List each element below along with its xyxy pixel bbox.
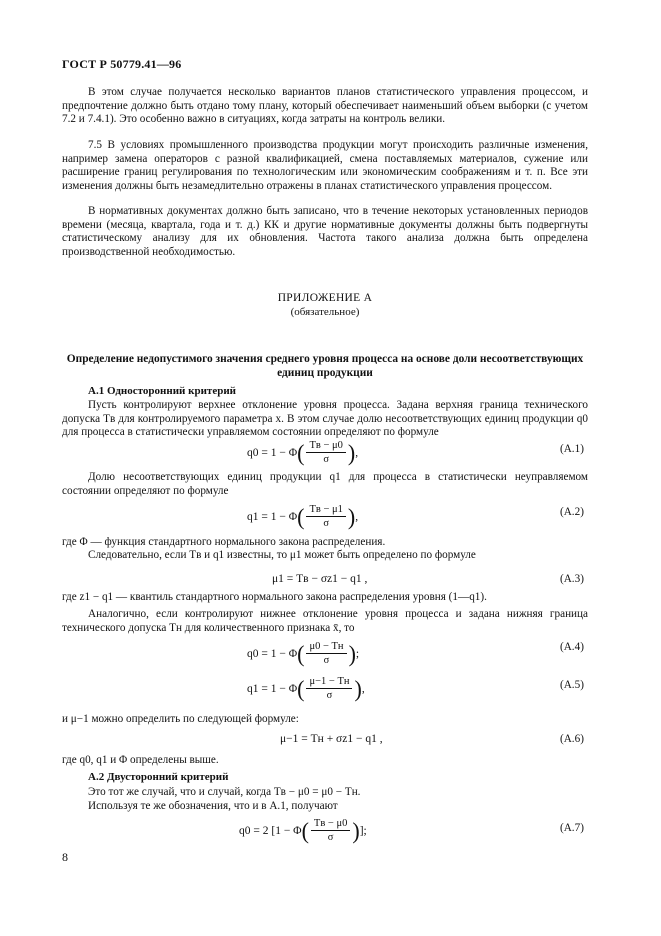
document-header: ГОСТ Р 50779.41—96	[62, 57, 182, 71]
appendix-title: ПРИЛОЖЕНИЕ А	[277, 292, 373, 304]
formula-a2-denominator: σ	[323, 518, 330, 529]
equation-number-a1: (А.1)	[560, 443, 584, 455]
formula-a5-fraction	[306, 676, 352, 701]
formula-a1-close-paren: )	[347, 438, 356, 466]
formula-a1-denominator: σ	[323, 454, 330, 465]
formula-a1-fraction	[306, 440, 345, 465]
paragraph-plans: В этом случае получается несколько вариантов планов статистического управления процессом, и предпочтение должно быть отдано тому плану, который обеспечивает наименьший объем выборки (с учетом 7.2 и 7.4.1). Это особенно важно в ситуациях, когда затраты на контроль велики.	[62, 86, 588, 126]
formula-a5	[247, 676, 365, 701]
formula-a4-close-paren: )	[348, 639, 356, 667]
formula-a2-tail: ,	[355, 510, 359, 523]
a1-paragraph-1: Пусть контролируют верхнее отклонение уровня процесса. Задана верхняя граница технического допуска Tв для контролируемого параметра x. В этом случае долю несоответствующих единиц продукции q0 для процесса в статистически управляемом состоянии определяют по формуле	[62, 399, 588, 439]
equation-number-a6: (А.6)	[560, 733, 584, 745]
a1-paragraph-3: Следовательно, если Tв и q1 известны, то μ1 может быть определено по формуле	[88, 549, 476, 561]
equation-number-a5: (А.5)	[560, 679, 584, 691]
a1-paragraph-2: Долю несоответствующих единиц продукции q1 для процесса в статистически неуправляемом состоянии определяют по формуле	[62, 471, 588, 497]
equation-number-a4: (А.4)	[560, 641, 584, 653]
formula-a7-lhs: q0 = 2 [1 − Φ	[239, 824, 302, 837]
formula-a7-denominator: σ	[327, 832, 334, 843]
formula-a2	[247, 504, 358, 529]
a1-paragraph-5: и μ−1 можно определить по следующей формуле:	[62, 713, 299, 725]
formula-a7	[239, 818, 367, 843]
formula-a6	[280, 733, 383, 745]
formula-a7-close-paren: )	[352, 816, 360, 844]
a1-paragraph-4: Аналогично, если контролируют нижнее отклонение уровня процесса и задана нижняя граница технического допуска Tн для количественного признака x̄, то	[62, 608, 588, 634]
a2-paragraph-1: Это тот же случай, что и случай, когда Tв − μ0 = μ0 − Tн.	[88, 786, 361, 798]
formula-a4-tail: ;	[355, 647, 360, 660]
formula-a7-fraction	[311, 818, 350, 843]
a1-where-z: где z1 − q1 — квантиль стандартного нормального закона распределения уровня (1—q1).	[62, 591, 487, 603]
formula-a5-tail: ,	[361, 682, 365, 695]
formula-a2-close-paren: )	[347, 502, 356, 530]
formula-a7-open-paren: (	[301, 816, 309, 844]
a2-heading: А.2 Двусторонний критерий	[88, 771, 229, 783]
formula-a4-open-paren: (	[297, 639, 305, 667]
formula-a2-open-paren: (	[297, 502, 305, 530]
formula-a3-expr: μ1 = Tв − σz1 − q1 ,	[272, 573, 368, 585]
formula-a7-tail: ];	[359, 824, 367, 837]
equation-number-a7: (А.7)	[560, 822, 584, 834]
formula-a5-numerator: μ−1 − Tн	[306, 676, 352, 689]
formula-a5-lhs: q1 = 1 − Φ	[247, 682, 298, 695]
formula-a1-lhs: q0 = 1 − Φ	[247, 446, 298, 459]
formula-a1-tail: ,	[355, 446, 359, 459]
formula-a5-denominator: σ	[326, 690, 333, 701]
formula-a3	[272, 573, 367, 585]
formula-a4	[247, 641, 359, 666]
formula-a6-expr: μ−1 = Tн + σz1 − q1 ,	[280, 733, 383, 745]
a2-paragraph-2: Используя те же обозначения, что и в А.1, получают	[88, 800, 338, 812]
formula-a4-denominator: σ	[323, 655, 330, 666]
formula-a7-numerator: Tв − μ0	[311, 818, 350, 831]
formula-a2-lhs: q1 = 1 − Φ	[247, 510, 298, 523]
formula-a4-lhs: q0 = 1 − Φ	[247, 647, 298, 660]
formula-a5-open-paren: (	[297, 674, 305, 702]
a1-where-phi: где Φ — функция стандартного нормального закона распределения.	[62, 536, 386, 548]
a1-heading: А.1 Односторонний критерий	[88, 385, 236, 397]
section-title: Определение недопустимого значения среднего уровня процесса на основе доли несоответствующих единиц продукции	[66, 353, 584, 379]
formula-a5-close-paren: )	[354, 674, 362, 702]
formula-a2-numerator: Tв − μ1	[306, 504, 345, 517]
equation-number-a2: (А.2)	[560, 506, 584, 518]
paragraph-7-5: 7.5 В условиях промышленного производства продукции могут происходить различные изменения, например замена операторов с разной квалификацией, смена поставляемых материалов, сужение или расширение границ регулирования по технологическим или экономическим соображениям и т. п. Все эти изменения должны быть незамедлительно отражены в планах статистического управления процессом.	[62, 139, 588, 192]
formula-a4-numerator: μ0 − Tн	[306, 641, 346, 654]
page-number: 8	[62, 850, 68, 864]
appendix-subtitle: (обязательное)	[290, 306, 360, 318]
formula-a1	[247, 440, 358, 465]
formula-a4-fraction	[306, 641, 346, 666]
a1-paragraph-6: где q0, q1 и Φ определены выше.	[62, 754, 219, 766]
equation-number-a3: (А.3)	[560, 573, 584, 585]
formula-a1-numerator: Tв − μ0	[306, 440, 345, 453]
formula-a1-open-paren: (	[297, 438, 305, 466]
formula-a2-fraction	[306, 504, 345, 529]
paragraph-normative: В нормативных документах должно быть записано, что в течение некоторых установленных периодов времени (месяца, квартала, года и т. д.) КК и другие нормативные документы должны быть подвергнуты статистическому анализу для их обновления. Частота такого анализа должна быть определена производственной необходимостью.	[62, 205, 588, 258]
